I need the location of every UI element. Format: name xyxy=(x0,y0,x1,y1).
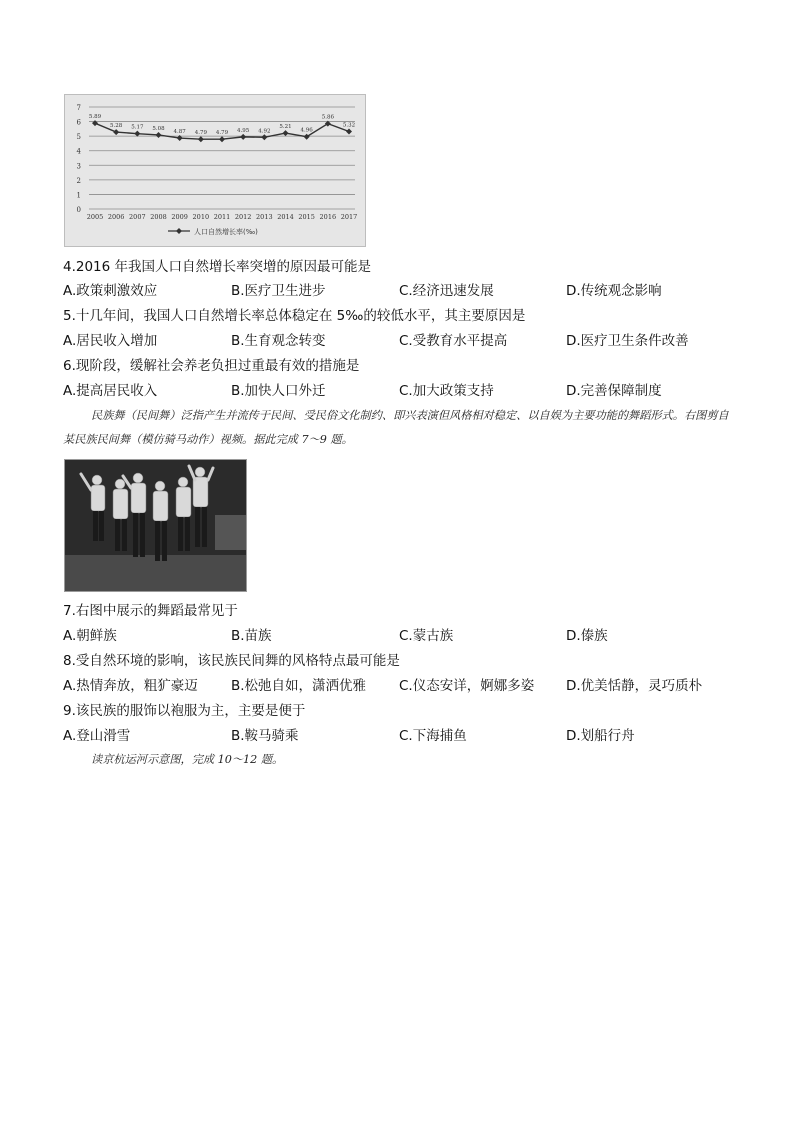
data-value-label: 5.08 xyxy=(152,125,165,132)
legend-marker-swatch xyxy=(176,228,182,234)
q8-option-c[interactable]: C.仪态安详，婀娜多姿 xyxy=(399,678,535,694)
q4-option-c[interactable]: C.经济迅速发展 xyxy=(399,283,494,299)
x-tick-label: 2007 xyxy=(129,213,146,221)
q8-option-a[interactable]: A.热情奔放，粗犷豪迈 xyxy=(63,678,198,694)
data-value-label: 5.21 xyxy=(279,124,292,131)
y-tick-label: 3 xyxy=(76,162,81,171)
line-chart-svg xyxy=(65,95,365,246)
x-tick-label: 2011 xyxy=(213,213,231,221)
y-tick-label: 7 xyxy=(76,104,81,112)
population-growth-chart xyxy=(64,94,366,247)
data-point-marker xyxy=(156,132,162,138)
data-point-marker xyxy=(283,130,289,136)
x-tick-label: 2015 xyxy=(298,213,315,221)
data-value-label: 4.92 xyxy=(258,128,271,135)
data-point-marker xyxy=(198,136,204,142)
question-6-options xyxy=(63,382,743,400)
x-tick-label: 2005 xyxy=(86,213,104,221)
y-tick-label: 5 xyxy=(76,133,81,142)
q5-option-b[interactable]: B.生育观念转变 xyxy=(231,333,326,349)
q5-option-c[interactable]: C.受教育水平提高 xyxy=(399,333,508,349)
q6-option-a[interactable]: A.提高居民收入 xyxy=(63,383,158,399)
q5-option-d[interactable]: D.医疗卫生条件改善 xyxy=(566,333,689,349)
q9-option-a[interactable]: A.登山滑雪 xyxy=(63,728,131,744)
legend-label: 人口自然增长率(‰) xyxy=(194,228,258,236)
data-point-marker xyxy=(219,136,225,142)
x-tick-label: 2006 xyxy=(107,213,125,221)
q4-option-b[interactable]: B.医疗卫生进步 xyxy=(231,283,326,299)
q7-option-d[interactable]: D.傣族 xyxy=(566,628,608,644)
q9-option-d[interactable]: D.划船行舟 xyxy=(566,728,635,744)
q9-option-c[interactable]: C.下海捕鱼 xyxy=(399,728,467,744)
question-4-options xyxy=(63,282,743,300)
question-8-options xyxy=(63,677,743,695)
x-tick-label: 2008 xyxy=(150,213,167,221)
q6-option-c[interactable]: C.加大政策支持 xyxy=(399,383,494,399)
x-tick-label: 2009 xyxy=(171,213,188,221)
x-tick-label: 2014 xyxy=(277,213,294,221)
q8-option-d[interactable]: D.优美恬静，灵巧质朴 xyxy=(566,678,703,694)
data-value-label: 4.79 xyxy=(194,130,207,137)
x-tick-label: 2010 xyxy=(192,213,210,221)
data-value-label: 4.87 xyxy=(173,129,186,136)
q8-option-b[interactable]: B.松弛自如，潇洒优雅 xyxy=(231,678,367,694)
y-tick-label: 6 xyxy=(76,118,81,127)
q4-option-d[interactable]: D.传统观念影响 xyxy=(566,283,662,299)
data-value-label: 5.89 xyxy=(88,114,102,121)
data-point-marker xyxy=(261,134,267,140)
q5-option-a[interactable]: A.居民收入增加 xyxy=(63,333,158,349)
question-5-stem: 5.十几年间，我国人口自然增长率总体稳定在 5‰的较低水平，其主要原因是 xyxy=(63,308,526,324)
dance-photo xyxy=(64,459,247,592)
data-value-label: 4.96 xyxy=(300,127,313,134)
data-value-label: 5.28 xyxy=(110,123,123,130)
data-point-marker xyxy=(346,128,352,134)
dance-photo-illustration xyxy=(65,460,246,591)
x-tick-label: 2013 xyxy=(256,213,273,221)
data-value-label: 5.32 xyxy=(342,122,356,129)
y-tick-label: 4 xyxy=(76,147,81,156)
data-value-label: 4.79 xyxy=(215,130,229,137)
data-value-label: 5.86 xyxy=(321,114,334,121)
q9-option-b[interactable]: B.鞍马骑乘 xyxy=(231,728,299,744)
y-tick-label: 0 xyxy=(76,206,81,214)
question-5-options xyxy=(63,332,743,350)
data-value-label: 5.17 xyxy=(131,124,144,131)
x-tick-label: 2016 xyxy=(319,213,337,221)
q7-option-b[interactable]: B.苗族 xyxy=(231,628,272,644)
data-point-marker xyxy=(92,120,98,126)
x-tick-label: 2012 xyxy=(234,213,252,221)
question-4-stem: 4.2016 年我国人口自然增长率突增的原因最可能是 xyxy=(63,259,372,275)
question-9-options xyxy=(63,727,743,745)
data-point-marker xyxy=(113,129,119,135)
question-6-stem: 6.现阶段，缓解社会养老负担过重最有效的措施是 xyxy=(63,358,360,374)
q4-option-a[interactable]: A.政策刺激效应 xyxy=(63,283,158,299)
q7-option-a[interactable]: A.朝鲜族 xyxy=(63,628,117,644)
question-7-options xyxy=(63,627,743,645)
q7-option-c[interactable]: C.蒙古族 xyxy=(399,628,454,644)
question-8-stem: 8.受自然环境的影响，该民族民间舞的风格特点最可能是 xyxy=(63,653,400,669)
data-value-label: 4.95 xyxy=(237,127,250,134)
question-7-stem: 7.右图中展示的舞蹈最常见于 xyxy=(63,603,238,619)
dance-intro-text: 民族舞（民间舞）泛指产生并流传于民间、受民俗文化制约、即兴表演但风格相对稳定、以自娱为主要功能的舞蹈形式。右图剪自某民族民间舞（模仿骑马动作）视频。据此完成 7～9 题。 xyxy=(63,409,729,446)
question-9-stem: 9.该民族的服饰以袍服为主，主要是便于 xyxy=(63,703,306,719)
q6-option-b[interactable]: B.加快人口外迁 xyxy=(231,383,326,399)
q6-option-d[interactable]: D.完善保障制度 xyxy=(566,383,662,399)
x-tick-label: 2017 xyxy=(340,213,358,221)
y-tick-label: 1 xyxy=(76,191,81,200)
y-tick-label: 2 xyxy=(76,176,81,185)
canal-intro-text: 读京杭运河示意图，完成 10～12 题。 xyxy=(91,753,284,766)
data-point-marker xyxy=(240,134,246,140)
